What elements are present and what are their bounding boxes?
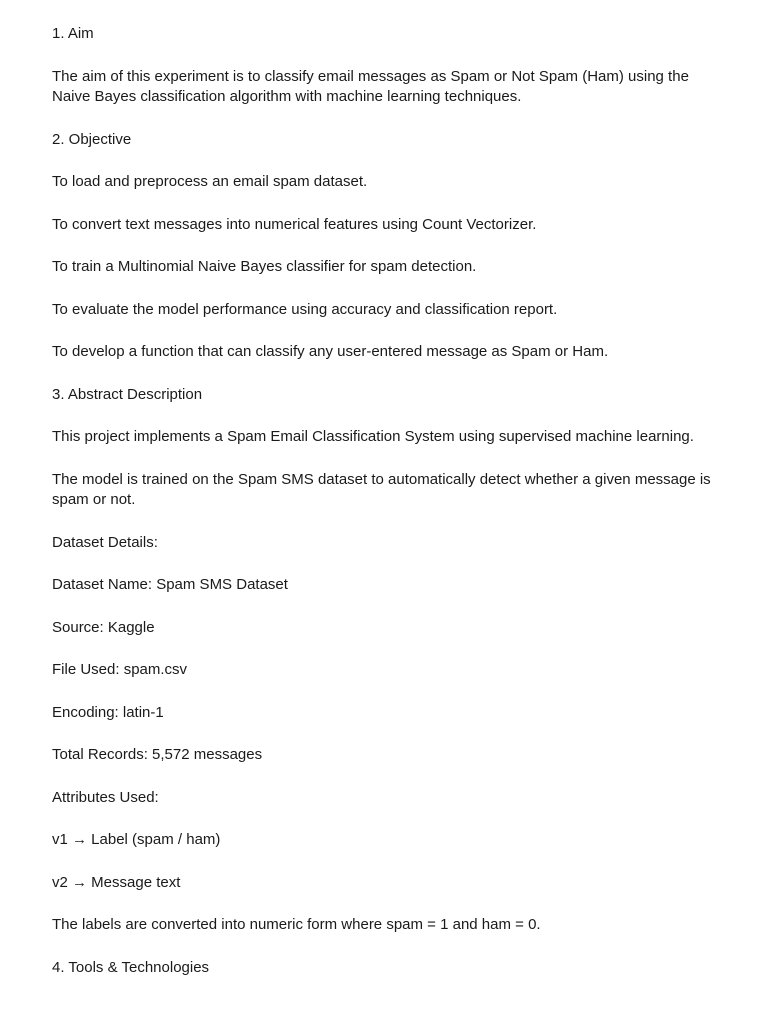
objective-item: To develop a function that can classify any user-entered message as Spam or Ham. [52, 343, 609, 360]
dataset-source: Source: Kaggle [52, 618, 155, 636]
heading-aim: 1. Aim [52, 25, 94, 42]
abstract-paragraph: The model is trained on the Spam SMS dataset to automatically detect whether a given message is spam or not. [52, 470, 711, 508]
heading-abstract: 3. Abstract Description [52, 385, 203, 403]
attributes-label: Attributes Used: [52, 788, 159, 806]
dataset-encoding: Encoding: latin-1 [52, 703, 164, 721]
objective-item: To load and preprocess an email spam dataset. [52, 173, 368, 190]
dataset-records: Total Records: 5,572 messages [52, 746, 263, 763]
dataset-file: File Used: spam.csv [52, 661, 188, 678]
dataset-details-label: Dataset Details: [52, 533, 158, 551]
aim-paragraph: The aim of this experiment is to classify email messages as Spam or Not Spam (Ham) using the Naive Bayes classification algorithm with machine learning techniques. [52, 67, 689, 105]
objective-item: To train a Multinomial Naive Bayes classifier for spam detection. [52, 258, 477, 275]
heading-tools: 4. Tools & Technologies [52, 958, 210, 976]
document-page [52, 24, 722, 1000]
objective-item: To convert text messages into numerical features using Count Vectorizer. [52, 215, 537, 233]
label-encoding-note: The labels are converted into numeric form where spam = 1 and ham = 0. [52, 916, 541, 933]
dataset-name: Dataset Name: Spam SMS Dataset [52, 576, 288, 593]
abstract-paragraph: This project implements a Spam Email Classification System using supervised machine learning. [52, 428, 694, 445]
attribute-v2: v2 → Message text [52, 873, 181, 891]
heading-objective: 2. Objective [52, 130, 132, 148]
objective-item: To evaluate the model performance using accuracy and classification report. [52, 300, 558, 318]
attribute-v1: v1 → Label (spam / ham) [52, 831, 221, 848]
